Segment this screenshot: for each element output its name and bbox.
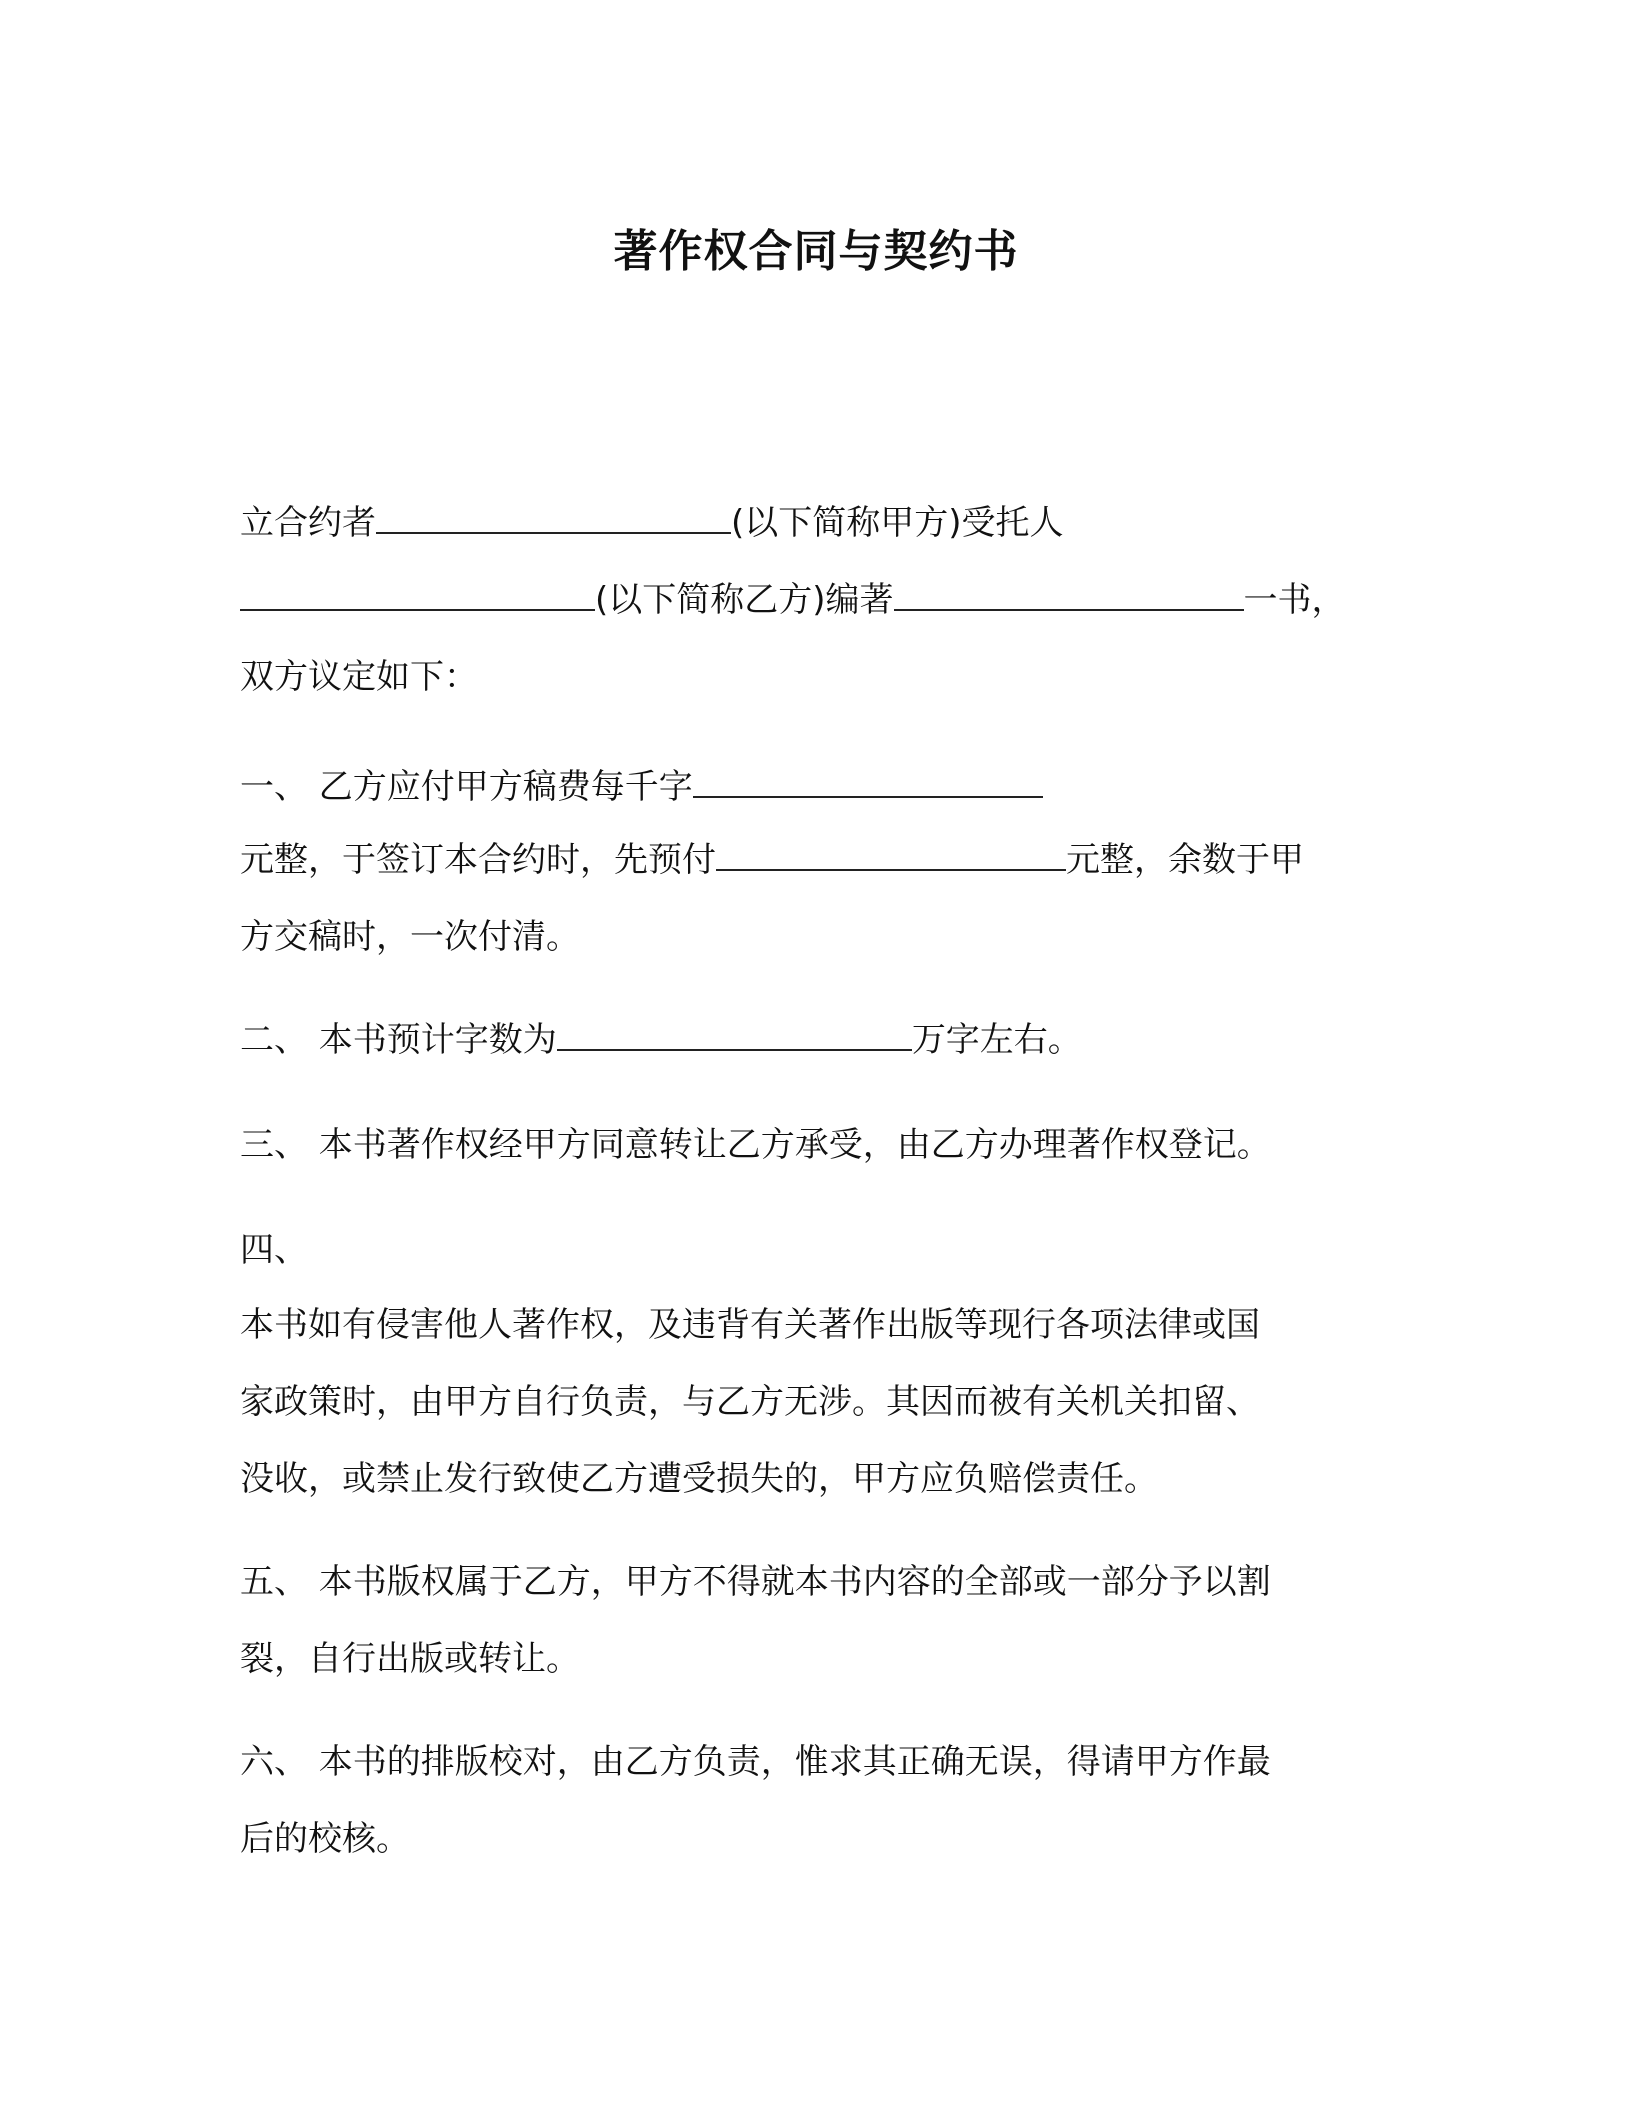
party-b-blank bbox=[240, 581, 595, 611]
document-title: 著作权合同与契约书 bbox=[613, 226, 1019, 277]
book-title-blank bbox=[894, 581, 1244, 611]
clause-4-line-3: 没收，或禁止发行致使乙方遭受损失的，甲方应负赔偿责任。 bbox=[240, 1459, 1158, 1499]
clause-6-line-1: 六、 本书的排版校对，由乙方负责，惟求其正确无误，得请甲方作最 bbox=[240, 1742, 1271, 1782]
clause-4-line-1: 本书如有侵害他人著作权，及违背有关著作出版等现行各项法律或国 bbox=[240, 1305, 1260, 1345]
preamble-text: (以下简称甲方)受托人 bbox=[731, 503, 1064, 543]
clause-text: 元整，余数于甲 bbox=[1066, 840, 1304, 880]
clause-1-line-1 bbox=[240, 767, 1400, 807]
party-a-blank bbox=[376, 504, 731, 534]
clause-4-heading: 四、 bbox=[240, 1230, 308, 1270]
fee-per-thousand-blank bbox=[693, 768, 1043, 798]
preamble-text: (以下简称乙方)编著 bbox=[595, 580, 894, 620]
prepayment-blank bbox=[716, 841, 1066, 871]
clause-5-line-1: 五、 本书版权属于乙方，甲方不得就本书内容的全部或一部分予以割 bbox=[240, 1562, 1271, 1602]
clause-3-line-1: 三、 本书著作权经甲方同意转让乙方承受，由乙方办理著作权登记。 bbox=[240, 1125, 1271, 1165]
clause-text: 二、 本书预计字数为 bbox=[240, 1020, 557, 1060]
clause-5-line-2: 裂，自行出版或转让。 bbox=[240, 1639, 580, 1679]
clause-1-line-3: 方交稿时，一次付清。 bbox=[240, 917, 580, 957]
clause-2-line-1 bbox=[240, 1020, 1400, 1060]
preamble-line-3: 双方议定如下： bbox=[240, 657, 478, 697]
clause-6-line-2: 后的校核。 bbox=[240, 1819, 410, 1859]
word-count-blank bbox=[557, 1021, 912, 1051]
preamble-text: 一书， bbox=[1243, 580, 1346, 620]
clause-text: 元整，于签订本合约时，先预付 bbox=[240, 840, 716, 880]
preamble-line-1 bbox=[240, 503, 1400, 543]
clause-1-line-2 bbox=[240, 840, 1400, 880]
preamble-line-2 bbox=[240, 580, 1400, 620]
preamble-text: 立合约者 bbox=[240, 503, 376, 543]
clause-text: 一、 乙方应付甲方稿费每千字 bbox=[240, 767, 693, 807]
clause-text: 万字左右。 bbox=[911, 1020, 1082, 1060]
clause-4-line-2: 家政策时，由甲方自行负责，与乙方无涉。其因而被有关机关扣留、 bbox=[240, 1382, 1260, 1422]
